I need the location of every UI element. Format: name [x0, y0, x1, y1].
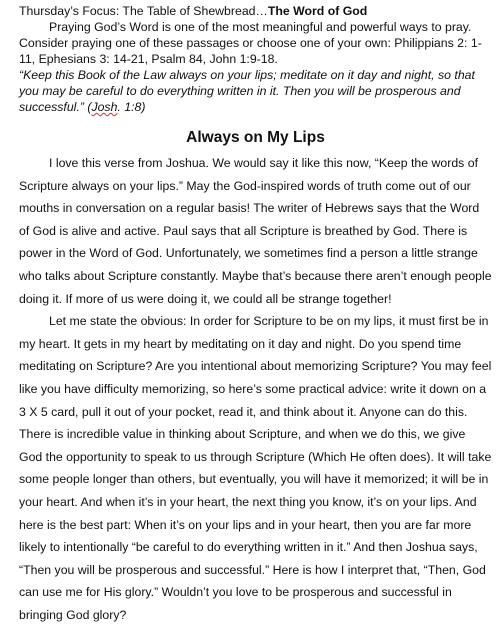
- verse-reference-suffix: . 1:8): [117, 100, 146, 114]
- scripture-verse: [19, 67, 492, 115]
- intro-paragraph: Praying God’s Word is one of the most meaningful and powerful ways to pray. Consider praying one of these passages or choose one of your own: Philippians 2: 1-11, Ephesians 3: 14-21, Psalm 84, John 1:9-18.: [19, 20, 482, 66]
- focus-prefix: Thursday’s Focus: The Table of Shewbread…: [19, 4, 268, 18]
- verse-reference-book: Josh: [91, 100, 118, 114]
- verse-text: “Keep this Book of the Law always on your lips; meditate on it day and night, so that you may be careful to do everything written in it. Then you will be prosperous and successful.” (: [19, 68, 475, 114]
- body-paragraph-2: Let me state the obvious: In order for Scripture to be on my lips, it must first be in my heart. It gets in my heart by meditating on it day and night. Do you spend time meditating on Scripture? Are you intentional about memorizing Scripture? You may feel like you have difficulty memorizing, so here’s some practical advice: write it down on a 3 X 5 card, pull it out of your pocket, read it, and think about it. Anyone can do this. There is incredible value in thinking about Scripture, and when we do this, we give God the opportunity to speak to us through Scripture (Which He often does). It will take some people longer than others, but eventually, you will have it memorized; it will be in your heart. And when it’s in your heart, the next thing you know, it’s on your lips. And here is the best part: When it’s on your lips and in your heart, then you are far more likely to intentionally “be careful to do everything written in it.” And then Joshua says, “Then you will be prosperous and successful.” Here is how I interpret that, “Then, God can use me for His glory.” Wouldn’t you love to be prosperous and successful in bringing God glory?: [19, 314, 492, 622]
- focus-emphasis: The Word of God: [267, 4, 368, 18]
- focus-heading: [19, 3, 492, 19]
- section-title: Always on My Lips: [186, 129, 325, 146]
- body-paragraph-1: I love this verse from Joshua. We would say it like this now, “Keep the words of Scripture always on your lips.” May the God-inspired words of truth come out of our mouths in conversation on a regular basis! The writer of Hebrews says that the Word of God is alive and active. Paul says that all Scripture is breathed by God. There is power in the Word of God. Unfortunately, we sometimes find a person a little strange who talks about Scripture constantly. Maybe that’s because there aren’t enough people doing it. If more of us were doing it, we could all be strange together!: [19, 156, 492, 306]
